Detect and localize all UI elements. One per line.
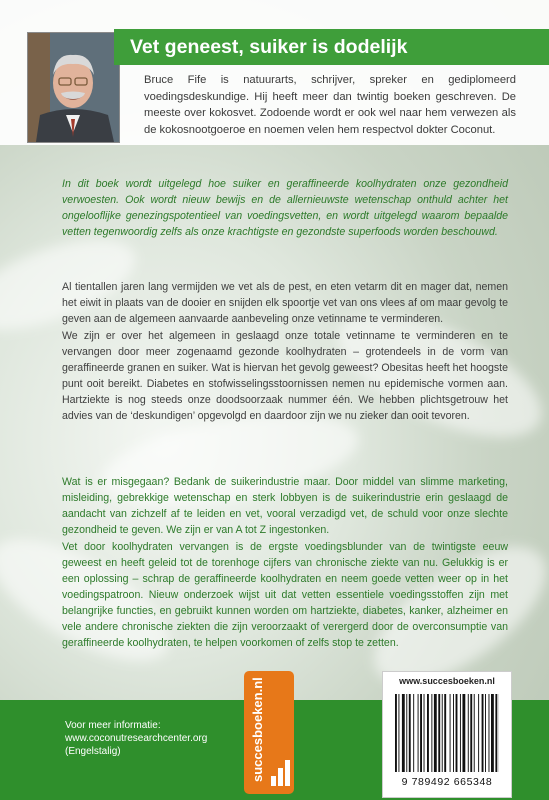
more-info-link[interactable]: www.coconutresearchcenter.org — [65, 733, 208, 745]
body-text-grey — [62, 279, 508, 425]
barcode-icon — [395, 694, 499, 774]
body-paragraph: Al tientallen jaren lang vermijden we vet als de pest, en eten vetarm dit en mager dat, nemen het eiwit in plaats van de dooier en snijden elk spoortje vet van ons vlees af om maar gevolg te geven aan de algemeen aanvaarde aanbeveling onze vetinname te verminderen. — [62, 281, 508, 325]
logo-bar-icon — [278, 768, 283, 786]
more-info-note: (Engelstalig) — [65, 746, 121, 758]
body-paragraph: Vet door koolhydraten vervangen is de ergste voedingsblunder van de twintigste eeuw geweest en heeft geleid tot de torenhoge cijfers van chronische ziekte van nu. Gelukkig is er een oplossing – schrap de geraffineerde koolhydraten en neem goede vetten weer op in het voedingspatroon. Nieuw onderzoek wijst uit dat vetten essentiele voedingsstoffen zijn met belangrijke functies, en gebruikt kunnen worden om hartziekte, diabetes, kanker, alzheimer en vele andere chronische ziekten die zijn veroorzaakt of verergerd door de overconsumptie van geraffineerde koolhydraten, te helpen voorkomen of zelfs stop te zetten. — [62, 541, 508, 649]
body-paragraph: We zijn er over het algemeen in geslaagd onze totale vetinname te verminderen en te vervangen door meer zogenaamd gezonde koolhydraten – grotendeels in de vorm van geraffineerde granen en suiker. Wat is hiervan het gevolg geweest? Obesitas heeft het hoogste punt ooit bereikt. Diabetes en stofwisselingsstoornissen nemen nu epidemische vormen aan. Hartziekte is nog steeds onze doodsoorzaak nummer één. We hebben plichtsgetrouw het advies van de ‘deskundigen’ opgevolgd en daardoor zijn we nu zieker dan ooit tevoren. — [62, 330, 508, 422]
body-paragraph: Wat is er misgegaan? Bedank de suikerindustrie maar. Door middel van slimme marketing, misleiding, gebrekkige wetenschap en sterk lobbyen is de suikerindustrie erin geslaagd de aandacht van zichzelf af te leiden en vet, vooral verzadigd vet, de schuld voor onze slechte gezondheid te geven. We zijn er van A tot Z ingestonken. — [62, 476, 508, 536]
logo-bar-icon — [271, 776, 276, 786]
author-bio: Bruce Fife is natuurarts, schrijver, spreker en gediplomeerd voedingsdeskundige. Hij heeft meer dan twintig boeken geschreven. De meeste over kokosvet. Zodoende wordt er ook wel naar hem verwezen als de kokosnootgoeroe en noemen velen hem respectvol dokter Coconut. — [144, 74, 516, 136]
isbn-number: 9 789492 665348 — [401, 776, 493, 788]
intro-paragraph: In dit boek wordt uitgelegd hoe suiker en geraffineerde koolhydraten onze gezondheid verwoesten. Ook wordt nieuw bewijs en de allernieuwste wetenschap onthuld achter het ongelooflijke genezingspotentieel van voedingsvetten, en wordt uitgelegd waarom bepaalde vetten tegenwoordig zelfs als onze krachtigste en gezondste superfoods worden beschouwd. — [62, 178, 508, 238]
author-photo — [27, 32, 120, 143]
more-info-label: Voor meer informatie: — [65, 720, 161, 731]
logo-text: succesboeken.nl — [250, 677, 265, 782]
logo-bar-icon — [285, 760, 290, 786]
publisher-logo — [244, 671, 294, 794]
barcode-box — [382, 671, 512, 798]
more-info — [65, 719, 207, 759]
body-text-green — [62, 474, 508, 652]
book-title: Vet geneest, suiker is dodelijk — [130, 36, 408, 58]
publisher-url: www.succesboeken.nl — [399, 676, 495, 686]
